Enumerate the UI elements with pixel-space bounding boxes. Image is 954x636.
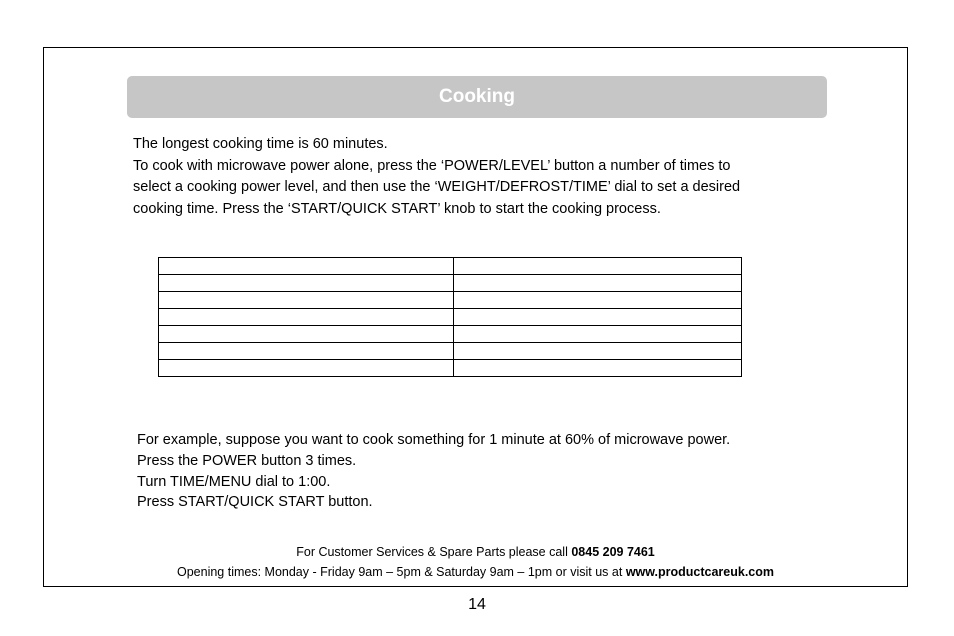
table-row: [159, 309, 742, 326]
table-row: [159, 275, 742, 292]
intro-paragraph: [133, 134, 833, 221]
intro-line: select a cooking power level, and then use the ‘WEIGHT/DEFROST/TIME’ dial to set a desired: [133, 179, 741, 196]
footer-phone-number: 0845 209 7461: [571, 545, 655, 559]
customer-service-footer: [43, 542, 908, 582]
table-cell: [454, 309, 742, 326]
footer-website-link[interactable]: www.productcareuk.com: [625, 565, 774, 579]
section-title: Cooking: [439, 86, 515, 107]
footer-hours-line: [43, 562, 908, 582]
table-cell: [454, 360, 742, 377]
footer-call-text: For Customer Services & Spare Parts please call: [296, 545, 572, 559]
footer-hours-text: Opening times: Monday - Friday 9am – 5pm & Saturday 9am – 1pm or visit us at: [177, 565, 626, 579]
table-cell: [454, 326, 742, 343]
example-line: Press the POWER button 3 times.: [137, 452, 357, 469]
example-line: Turn TIME/MENU dial to 1:00.: [137, 473, 331, 490]
table-cell: [454, 343, 742, 360]
table-cell: [454, 258, 742, 275]
section-banner: [127, 76, 827, 118]
example-line: For example, suppose you want to cook something for 1 minute at 60% of microwave power.: [137, 432, 731, 448]
table-cell: [159, 343, 454, 360]
table-cell: [159, 360, 454, 377]
footer-contact-line: [43, 542, 908, 562]
table-cell: [159, 292, 454, 309]
example-paragraph: [137, 430, 837, 513]
intro-line: The longest cooking time is 60 minutes.: [133, 136, 388, 152]
table-cell: [159, 326, 454, 343]
table-row: [159, 360, 742, 377]
page-number: 14: [468, 596, 486, 613]
table-cell: [454, 275, 742, 292]
table-row: [159, 343, 742, 360]
table-row: [159, 292, 742, 309]
table-cell: [454, 292, 742, 309]
table-row: [159, 258, 742, 275]
table-cell: [159, 275, 454, 292]
example-line: Press START/QUICK START button.: [137, 494, 373, 511]
table-row: [159, 326, 742, 343]
table-cell: [159, 258, 454, 275]
intro-line: To cook with microwave power alone, press the ‘POWER/LEVEL’ button a number of times to: [133, 157, 731, 174]
table-cell: [159, 309, 454, 326]
power-level-table: [158, 257, 742, 377]
intro-line: cooking time. Press the ‘START/QUICK START’ knob to start the cooking process.: [133, 201, 661, 218]
